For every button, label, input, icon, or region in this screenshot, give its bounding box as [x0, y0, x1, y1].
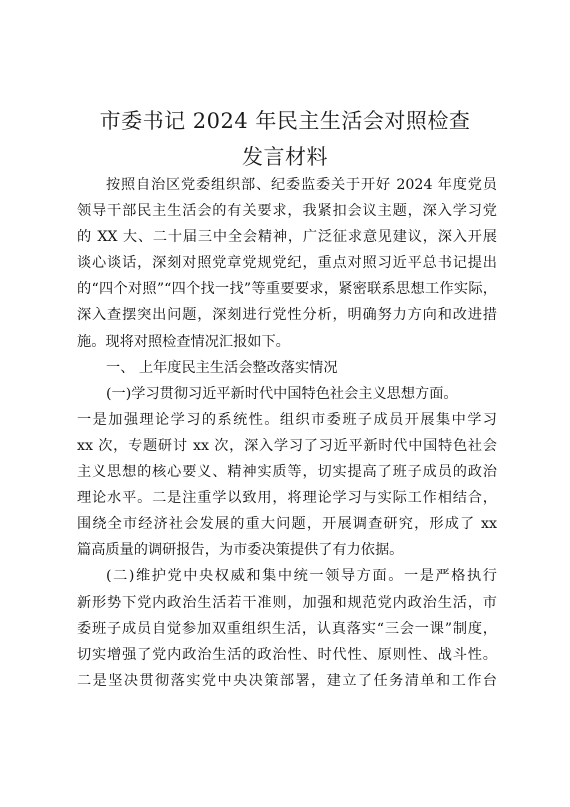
body-line: 切实增强了党内政治生活的政治性、时代性、原则性、战斗性。	[77, 646, 497, 663]
subsection-heading: (二)维护党中央权威和集中统一领导方面。一是严格执行	[106, 568, 497, 585]
document-body	[77, 172, 497, 694]
body-line: 新形势下党内政治生活若干准则，加强和规范党内政治生活，市	[77, 594, 497, 611]
body-line: 主义思想的核心要义、精神实质等，切实提高了班子成员的政治	[77, 464, 497, 481]
body-line: 围绕全市经济社会发展的重大问题，开展调查研究，形成了 xx	[77, 516, 497, 533]
body-line: 的 XX 大、二十届三中全会精神，广泛征求意见建议，深入开展	[77, 229, 497, 246]
body-line: 施。现将对照检查情况汇报如下。	[77, 333, 290, 350]
body-line: 的“四个对照”“四个找一找”等重要要求，紧密联系思想工作实际，	[77, 281, 497, 298]
document-title-line-2: 发言材料	[242, 145, 328, 169]
section-heading: 一、 上年度民主生活会整改落实情况	[106, 359, 338, 376]
body-line: 篇高质量的调研报告，为市委决策提供了有力依据。	[77, 542, 404, 559]
body-line: xx 次，专题研讨 xx 次，深入学习了习近平新时代中国特色社会	[77, 437, 497, 454]
body-line: 谈心谈话，深刻对照党章党规党纪，重点对照习近平总书记提出	[77, 255, 497, 272]
body-line: 理论水平。二是注重学以致用，将理论学习与实际工作相结合，	[77, 490, 497, 507]
body-line: 领导干部民主生活会的有关要求，我紧扣会议主题，深入学习党	[77, 203, 497, 220]
subsection-heading: (一)学习贯彻习近平新时代中国特色社会主义思想方面。	[106, 385, 458, 402]
body-line: 按照自治区党委组织部、纪委监委关于开好 2024 年度党员	[106, 177, 497, 193]
body-line: 一是加强理论学习的系统性。组织市委班子成员开展集中学习	[77, 411, 497, 428]
body-line: 委班子成员自觉参加双重组织生活，认真落实“三会一课”制度，	[77, 620, 497, 637]
body-line: 深入查摆突出问题，深刻进行党性分析，明确努力方向和改进措	[77, 307, 497, 324]
document-title-line-1: 市委书记 2024 年民主生活会对照检查	[99, 109, 471, 133]
body-line: 二是坚决贯彻落实党中央决策部署，建立了任务清单和工作台	[77, 672, 497, 689]
